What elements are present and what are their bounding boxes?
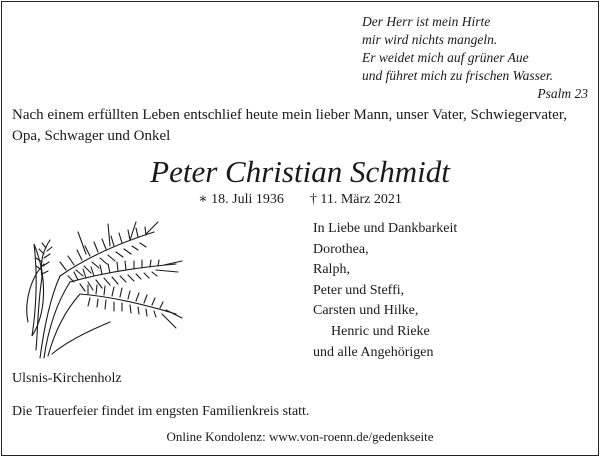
mourner-name: Dorothea, <box>313 241 369 257</box>
mourner-name: Henric und Rieke <box>331 323 430 339</box>
mourners-heading: In Liebe und Dankbarkeit <box>313 221 458 236</box>
funeral-note: Die Trauerfeier findet im engsten Familienkreis statt. <box>12 404 310 419</box>
psalm-quote <box>362 13 588 103</box>
mourners-block <box>313 219 573 363</box>
psalm-reference: Psalm 23 <box>537 86 588 101</box>
psalm-line: Er weidet mich auf grüner Aue <box>362 50 529 65</box>
psalm-line: Der Herr ist mein Hirte <box>362 14 491 29</box>
wheat-icon <box>26 218 186 360</box>
online-condolence: Online Kondolenz: www.von-roenn.de/gedenkseite <box>166 429 434 444</box>
mourner-name: Ralph, <box>313 262 350 278</box>
life-dates <box>0 191 600 209</box>
place-name: Ulsnis-Kirchenholz <box>12 371 122 386</box>
mourner-name: und alle Angehörigen <box>313 344 434 360</box>
psalm-line: und führet mich zu frischen Wasser. <box>362 68 553 83</box>
psalm-line: mir wird nichts mangeln. <box>362 32 498 47</box>
deceased-name: Peter Christian Schmidt <box>150 154 450 189</box>
mourner-name: Peter und Steffi, <box>313 282 405 298</box>
death-date: † 11. März 2021 <box>309 192 402 207</box>
intro-text: Nach einem erfüllten Leben entschlief heute mein lieber Mann, unser Vater, Schwiegervater, Opa, Schwager und Onkel <box>12 107 567 144</box>
mourner-name: Carsten und Hilke, <box>313 303 419 319</box>
birth-date: ∗ 18. Juli 1936 <box>198 192 284 207</box>
